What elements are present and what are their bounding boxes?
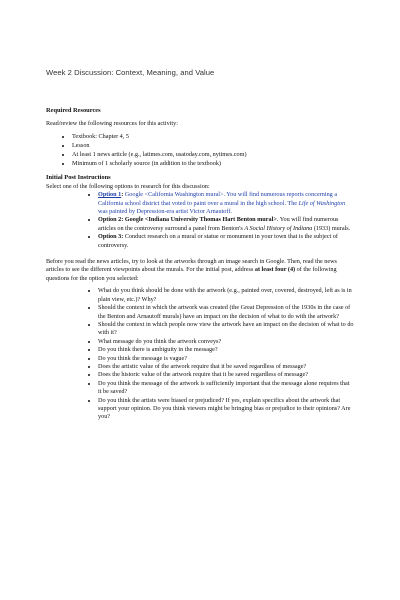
option-2-label: Option 2: [98,216,124,224]
question-item: • What do you think should be done with the artwork (e.g., painted over, covered, destroyed, left as is in plain view, etc.)? Why? [98,287,354,304]
option-1-text-a: Google <California Washington mural>. You will find numerous reports concerning a California school district that voted to paint over a mural in the high school. The [98,191,338,207]
required-resources-heading: Required Resources [46,107,101,114]
resources-list [46,133,354,168]
option-2-text-b: (1933) murals. [312,224,351,232]
question-item: • Do you think the message of the artwork is sufficiently important that the message alone requires that it be saved? [98,380,354,397]
resource-item: • At least 1 news article (e.g., latimes.com, usatoday.com, nytimes.com) [72,151,354,159]
resource-item: • Minimum of 1 scholarly source (in addition to the textbook) [72,160,354,168]
option-3-label: Option 3: [98,233,124,241]
resource-item: • Textbook: Chapter 4, 5 [72,133,354,141]
option-2-search: Google <Indiana University Thomas Hart Benton mural> [123,216,277,224]
required-resources-intro: Read/review the following resources for this activity: [46,119,178,127]
initial-post-heading: Initial Post Instructions [46,174,111,182]
question-item: • Do you think the message is vague? [98,355,354,363]
questions-list [46,287,354,422]
option-3 [98,233,354,250]
resource-item: • Lesson [72,142,354,150]
option-1-label[interactable]: Option 1 [98,191,122,199]
option-1 [98,191,354,216]
initial-post-intro: Select one of the following options to research for this discussion: [46,182,210,190]
instructions-text-a: Before you read the news articles, try to look at the artworks through an image search in Google. Then, read the news articles to see the different viewpoints about the murals. For the initial post, address [46,258,337,274]
question-item: • What message do you think the artwork conveys? [98,338,354,346]
option-2 [98,216,354,233]
question-item: • Do you think there is ambiguity in the message? [98,346,354,354]
option-2-text-a: . You will find numerous articles on the controversy surround a panel from Benton's [98,216,339,232]
options-list [46,191,354,250]
option-2-title: A Social History of Indiana [244,224,313,232]
option-1-title: Life of Washington [298,199,346,207]
instructions-text-b: of the following questions for the option you selected: [46,266,337,282]
question-item: • Do you think the artists were biased or prejudiced? If yes, explain specifics about the artwork that support your opinion. Do you think viewers might be bringing bias or prejudice to their opinions? Are you? [98,397,354,422]
page-title: Week 2 Discussion: Context, Meaning, and Value [46,68,215,77]
question-item: • Does the artistic value of the artwork require that it be saved regardless of message? [98,363,354,371]
question-item: • Should the context in which people now view the artwork have an impact on the decision of what to do with it? [98,321,354,338]
instructions-bold: at least four (4) [254,266,296,274]
option-1-colon: : [121,191,124,199]
question-item: • Does the historic value of the artwork require that it be saved regardless of message? [98,371,354,379]
option-1-text-b: was painted by Depression-era artist Victor Arnautoff. [98,208,232,216]
option-3-text: Conduct research on a mural or statue or monument in your town that is the subject of controversy. [98,233,338,249]
instructions-paragraph [46,258,354,283]
question-item: • Should the context in which the artwork was created (the Great Depression of the 1930s in the case of the Benton and Arnautoff murals) have an impact on the decision of what to do with the artwork? [98,304,354,321]
